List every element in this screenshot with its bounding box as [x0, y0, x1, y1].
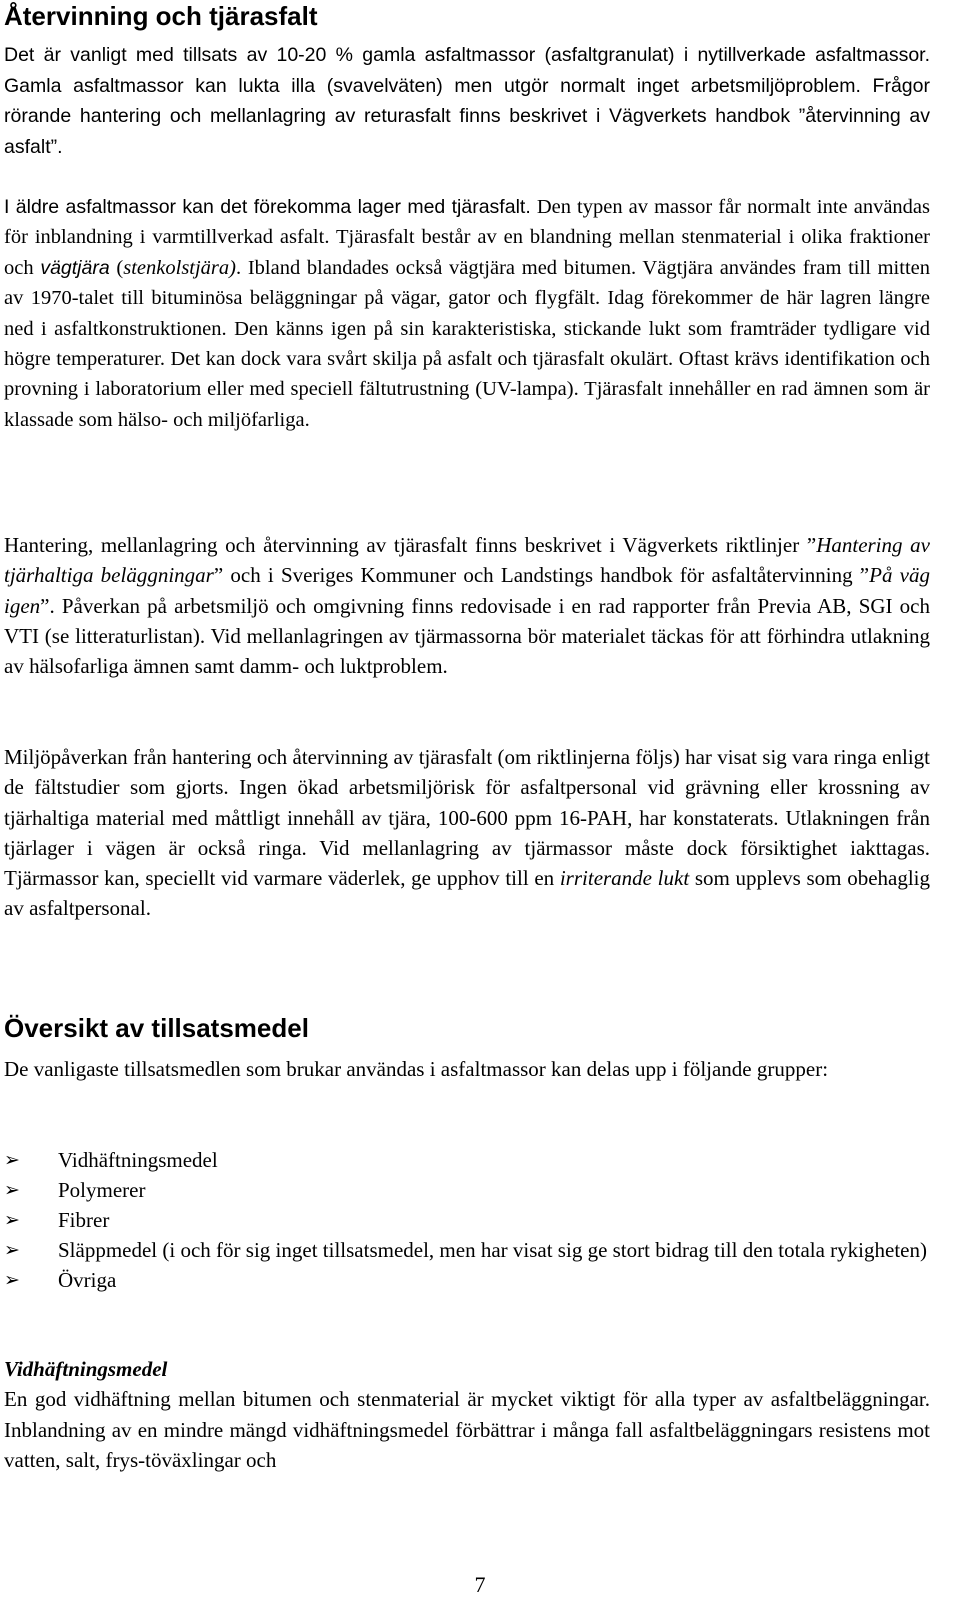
- paragraph-emphasis: Hantering av tjärhaltiga beläggningar: [4, 533, 930, 588]
- list-item: [4, 1175, 930, 1205]
- subsection-adhesion: [4, 1354, 930, 1476]
- paragraph-emphasis: stenkolstjära): [123, 256, 236, 279]
- paragraph-2: [4, 192, 930, 435]
- list-item: [4, 1205, 930, 1235]
- paragraph-text: Miljöpåverkan från hantering och återvinning av tjärasfalt (om riktlinjerna följs) har visat sig vara ringa enligt de fältstudier som gjorts. Ingen ökad arbetsmiljörisk för asfaltpersonal vid grävning eller krossning av tjärhaltiga material med måttligt innehåll av tjära, 100-600 ppm 16-PAH, har konstaterats. Utlakningen från tjärlager i vägen är också ringa. Vid mellanlagring av tjärmassor måste dock försiktighet iakttagas. Tjärmassor kan, speciellt vid varmare väderlek, ge upphov till en: [4, 745, 930, 891]
- paragraph-text: ” och i Sveriges Kommuner och Landstings handbok för asfaltåtervinning ”: [213, 563, 870, 588]
- paragraph-text: ”. Påverkan på arbetsmiljö och omgivning finns redovisade i en rad rapporter från Previa AB, SGI och VTI (se litteraturlistan). Vid mellanlagringen av tjärmassorna bör materialet täckas för att förhindra utlakning av hälsofarliga ämnen samt damm- och luktproblem.: [4, 593, 930, 679]
- paragraph-text: som upplevs som obehaglig av asfaltpersonal.: [4, 866, 930, 921]
- arrow-bullet-icon: ➢: [4, 1269, 20, 1291]
- paragraph-text: En god vidhäftning mellan bitumen och stenmaterial är mycket viktigt för alla typer av asfaltbeläggningar. Inblandning av en mindre mängd vidhäftningsmedel förbättrar i många fall asfaltbeläggningars resistens mot vatten, salt, frys-töväxlingar och: [4, 1387, 930, 1472]
- paragraph-text: . Ibland blandades också vägtjära med bitumen. Vägtjära användes fram till mitten av 1970-talet till bituminösa beläggningar på vägar, gator och flygfält. Idag förekommer de här lagren längre ned i asfaltkonstruktionen. Den känns igen på sin karakteristiska, stickande lukt som framträder tydligare vid högre temperaturer. Det kan dock vara svårt skilja på asfalt och tjärasfalt okulärt. Oftast krävs identifikation och provning i laboratorium eller med speciell fältutrustning (UV-lampa). Tjärasfalt innehåller en rad ämnen som är klassade som hälso- och miljöfarliga.: [4, 256, 930, 431]
- paragraph-emphasis: På väg igen: [4, 563, 930, 618]
- paragraph-emphasis: irriterande lukt: [559, 866, 690, 891]
- paragraph-text: (: [109, 256, 124, 279]
- subsection-heading: Vidhäftningsmedel: [4, 1357, 168, 1381]
- paragraph-text: I äldre asfaltmassor kan det förekomma lager med tjärasfalt.: [4, 196, 531, 218]
- list-item-label: Släppmedel (i och för sig inget tillsatsmedel, men har visat sig ge stort bidrag till den totala rykigheten): [58, 1238, 927, 1262]
- list-item: [4, 1145, 930, 1175]
- paragraph-3: [4, 530, 930, 681]
- section-additives: [4, 1012, 930, 1044]
- paragraph-text: Det är vanligt med tillsats av 10-20 % gamla asfaltmassor (asfaltgranulat) i nytillverkade asfaltmassor. Gamla asfaltmassor kan lukta illa (svavelväten) men utgör normalt inget arbetsmiljöproblem. Frågor rörande hantering och mellanlagring av returasfalt finns beskrivet i Vägverkets handbok ”återvinning av asfalt”.: [4, 44, 930, 158]
- list-item: [4, 1235, 930, 1265]
- paragraph-4: [4, 742, 930, 924]
- arrow-bullet-icon: ➢: [4, 1209, 20, 1231]
- additive-list: [4, 1145, 930, 1295]
- page-number: 7: [474, 1572, 486, 1597]
- list-item-label: Fibrer: [58, 1208, 110, 1232]
- intro-paragraph: [4, 1054, 930, 1084]
- list-item-label: Polymerer: [58, 1178, 146, 1202]
- list-item: [4, 1265, 930, 1295]
- section-heading: Översikt av tillsatsmedel: [4, 1013, 309, 1043]
- section-heading: Återvinning och tjärasfalt: [4, 1, 318, 31]
- arrow-bullet-icon: ➢: [4, 1149, 20, 1171]
- paragraph-text: Den typen av massor får normalt inte användas för inblandning i varmtillverkad asfalt. Tjärasfalt består av en blandning mellan stenmaterial i olika fraktioner och: [4, 196, 931, 279]
- paragraph-1: [4, 40, 930, 162]
- paragraph-text: Hantering, mellanlagring och återvinning av tjärasfalt finns beskrivet i Vägverkets riktlinjer ”: [4, 533, 817, 557]
- arrow-bullet-icon: ➢: [4, 1239, 20, 1261]
- list-item-label: Vidhäftningsmedel: [58, 1148, 218, 1172]
- paragraph-text: De vanligaste tillsatsmedlen som brukar användas i asfaltmassor kan delas upp i följande grupper:: [4, 1057, 829, 1081]
- paragraph-emphasis: vägtjära: [40, 256, 110, 279]
- section-recycling: [4, 0, 930, 32]
- list-item-label: Övriga: [58, 1268, 117, 1292]
- arrow-bullet-icon: ➢: [4, 1179, 20, 1201]
